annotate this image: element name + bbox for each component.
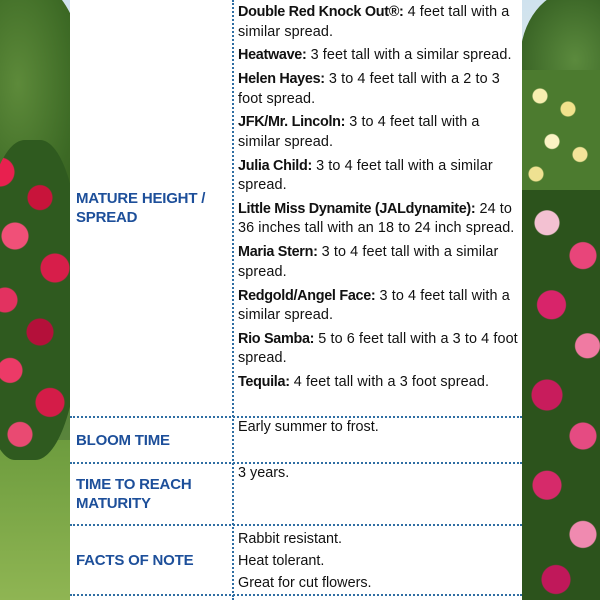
fact-item: Rabbit resistant.	[238, 531, 342, 547]
variety-name: Little Miss Dynamite (JALdynamite):	[238, 200, 476, 217]
variety-entry	[238, 373, 522, 393]
variety-size: 24 to 36 inches tall with an 18 to 24 inch spread.	[238, 200, 515, 237]
value-bloom-time: Early summer to frost.	[238, 419, 379, 435]
variety-entry	[238, 243, 522, 282]
label-time-to-maturity: TIME TO REACH MATURITY	[76, 476, 192, 512]
yellow-roses	[520, 70, 600, 200]
row-time-to-maturity	[70, 464, 522, 526]
pink-rose-bush	[520, 190, 600, 600]
variety-size: 3 to 4 feet tall with a similar spread.	[238, 114, 480, 150]
row-mature-height-spread	[70, 0, 522, 418]
variety-name: Tequila:	[238, 374, 290, 391]
variety-name: Redgold/Angel Face:	[238, 287, 376, 304]
red-rose-bush	[0, 140, 80, 460]
row-facts-of-note	[70, 526, 522, 596]
row-bloom-time	[70, 418, 522, 464]
variety-entry	[238, 3, 522, 42]
variety-name: JFK/Mr. Lincoln:	[238, 114, 346, 131]
variety-size: 3 to 4 feet tall with a similar spread.	[238, 287, 510, 324]
variety-name: Julia Child:	[238, 157, 312, 174]
fact-item: Great for cut flowers.	[238, 575, 372, 591]
variety-name: Helen Hayes:	[238, 71, 325, 88]
label-mature-height-spread: MATURE HEIGHT / SPREAD	[76, 190, 206, 226]
variety-name: Rio Samba:	[238, 330, 315, 347]
variety-entry	[238, 113, 522, 152]
variety-size: 3 to 4 feet tall with a similar spread.	[238, 157, 493, 194]
variety-size: 3 feet tall with a similar spread.	[306, 47, 512, 64]
variety-entry	[238, 330, 522, 369]
value-time-to-maturity: 3 years.	[238, 465, 290, 481]
variety-size: 5 to 6 feet tall with a 3 to 4 foot spread.	[238, 330, 518, 367]
facts-list	[238, 528, 522, 594]
label-bloom-time: BLOOM TIME	[76, 431, 170, 449]
label-facts-of-note: FACTS OF NOTE	[76, 551, 194, 569]
variety-entry	[238, 157, 522, 196]
lawn	[0, 440, 80, 600]
variety-size: 4 feet tall with a 3 foot spread.	[289, 374, 490, 391]
variety-name: Heatwave:	[238, 47, 307, 64]
variety-entry	[238, 287, 522, 326]
variety-name: Maria Stern:	[238, 244, 318, 261]
variety-entry	[238, 200, 522, 239]
variety-size: 4 feet tall with a similar spread.	[238, 4, 510, 40]
info-table	[70, 0, 522, 600]
variety-entry	[238, 70, 522, 109]
variety-entry	[238, 46, 522, 66]
fact-item: Heat tolerant.	[238, 553, 325, 569]
variety-size: 3 to 4 feet tall with a 2 to 3 foot spread.	[238, 71, 500, 107]
variety-name: Double Red Knock Out®:	[238, 4, 404, 20]
variety-size: 3 to 4 feet tall with a similar spread.	[238, 244, 499, 280]
mature-height-list	[238, 3, 522, 397]
